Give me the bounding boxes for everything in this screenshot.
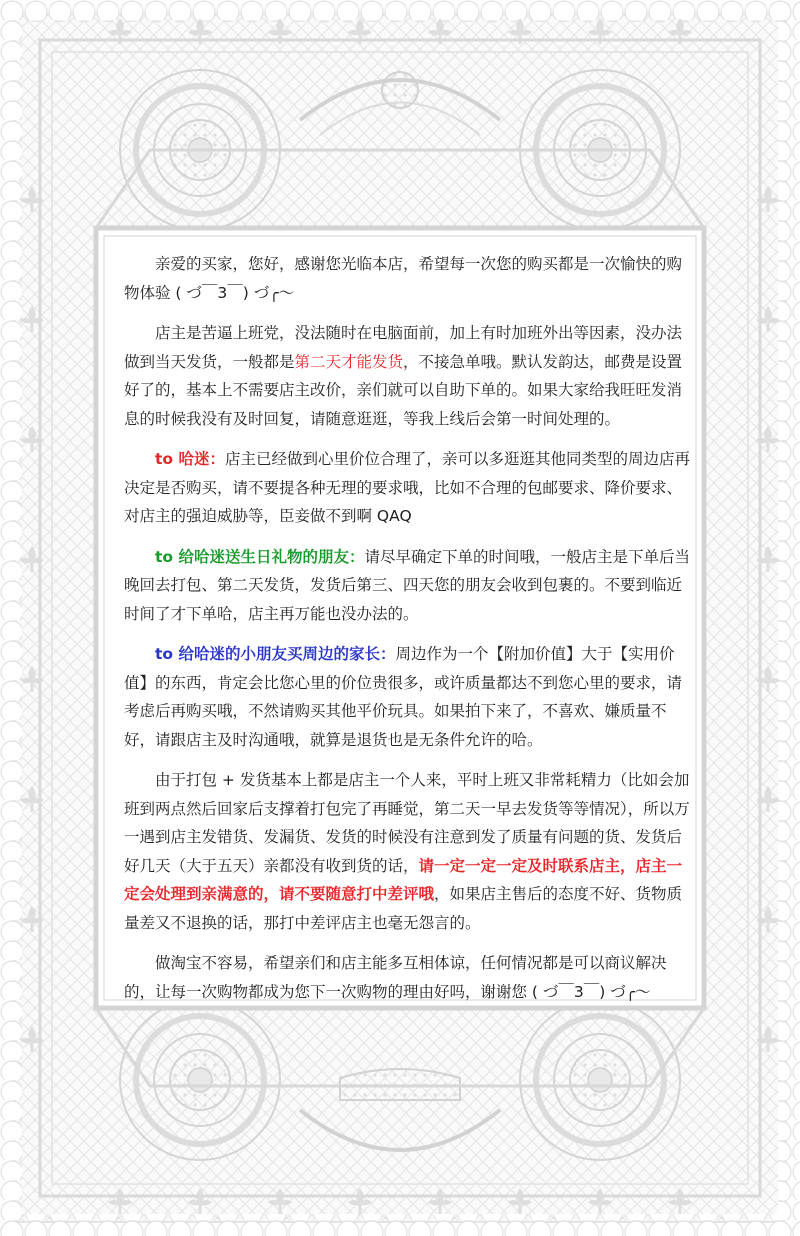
paragraph-text: 亲爱的买家，您好，感谢您光临本店，希望每一次您的购买都是一次愉快的购物体验 ( づ￣3￣) づ╭～ [124,255,683,302]
notice-text [124,250,692,1018]
paragraph-closing [124,949,692,1006]
paragraph-text: ，不接急单哦。默认发韵达，邮费是设置好了的，基本上不需要店主改价，亲们就可以自助下单的。如果大家给我旺旺发消息的时候我没有及时回复，请随意逛逛，等我上线后会第一时间处理的。 [124,352,683,428]
paragraph-text: 由于打包 + 发货基本上都是店主一个人来，平时上班又非常耗精力（比如会加班到两点然后回家后支撑着打包完了再睡觉，第二天一早去发货等等情况），所以万一遇到店主发错货、发漏货、发货的时候没有注意到发了质量有问题的货、发货后好几天（大于五天）亲都没有收到货的话， [124,771,690,875]
paragraph-text: 店主已经做到心里价位合理了，亲可以多逛逛其他同类型的周边店再决定是否购买，请不要提各种无理的要求哦，比如不合理的包邮要求、降价要求、对店主的强迫威胁等，臣妾做不到啊 QAQ [124,450,690,525]
highlight-text: to 哈迷： [155,450,225,468]
highlight-text: 请一定一定一定及时联系店主，店主一定会处理到亲满意的，请不要随意打中差评哦 [124,856,683,903]
paragraph-text: 周边作为一个【附加价值】大于【实用价值】的东西，肯定会比您心里的价位贵很多，或许质量都达不到您心里的要求，请考虑后再购买哦，不然请购买其他平价玩具。如果拍下来了，不喜欢、嫌质量不好，请跟店主及时沟通哦，就算是退货也是无条件允许的哈。 [124,645,683,749]
paragraph-shipping [124,319,692,433]
paragraph-text: ，如果店主售后的态度不好、货物质量差又不退换的话，那打中差评店主也毫无怨言的。 [124,885,683,932]
highlight-text: 第二天才能发货 [294,352,404,371]
paragraph-text: 店主是苦逼上班党，没法随时在电脑面前，加上有时加班外出等因素，没办法做到当天发货，一般都是 [124,324,683,371]
paragraph-errors [124,766,692,937]
paragraph-greeting [124,250,692,307]
highlight-text: to 给哈迷的小朋友买周边的家长： [155,645,396,663]
paragraph-to-fans [124,445,692,531]
highlight-text: to 给哈迷送生日礼物的朋友： [155,547,365,566]
paragraph-text: 请尽早确定下单的时间哦，一般店主是下单后当晚回去打包、第二天发货，发货后第三、四天您的朋友会收到包裹的。不要到临近时间了才下单哈，店主再万能也没办法的。 [124,547,690,623]
paragraph-to-gift-friends [124,543,692,629]
paragraph-text: 做淘宝不容易，希望亲们和店主能多互相体谅，任何情况都是可以商议解决的，让每一次购物都成为您下一次购物的理由好吗，谢谢您 ( づ￣3￣) づ╭～ [124,954,667,1001]
paragraph-to-parents [124,640,692,754]
